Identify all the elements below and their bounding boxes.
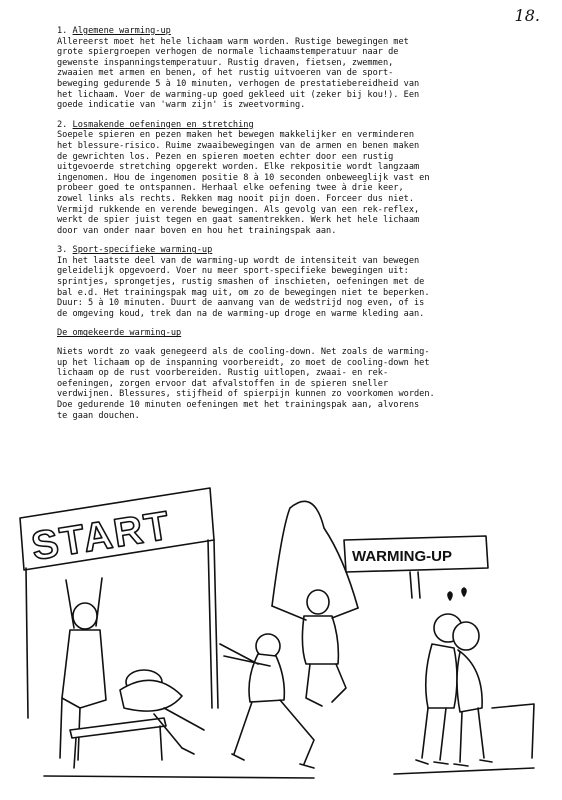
section-title: Losmakende oefeningen en stretching bbox=[72, 119, 254, 130]
section-title: Algemene warming-up bbox=[72, 26, 171, 36]
section-title: Sport-specifieke warming-up bbox=[72, 245, 213, 256]
text-line: Vermijd rukkende en verende bewegingen. Als gevolg van een rek-reflex, bbox=[57, 204, 420, 215]
section-text bbox=[57, 256, 512, 320]
text-line: zowel links als rechts. Rekken mag nooit pijn doen. Forceer dus niet. bbox=[57, 193, 414, 204]
section-sport-specifieke-warming-up bbox=[57, 245, 512, 319]
start-sign-text: START bbox=[28, 503, 175, 569]
text-line: het lichaam. Voer de warming-up goed gekleed uit (zeker bij kou!). Een bbox=[57, 89, 420, 100]
text-line: te gaan douchen. bbox=[57, 410, 140, 421]
warm-up-cartoon-illustration bbox=[14, 468, 550, 786]
text-line: geleidelijk opgevoerd. Voer nu meer sport-specifieke bewegingen uit: bbox=[57, 266, 409, 277]
figure-lunge-stretch bbox=[220, 634, 314, 768]
text-line: uitgevoerde stretching opgerekt worden. Elke rekpositie wordt langzaam bbox=[57, 162, 420, 173]
section-omgekeerde-warming-up bbox=[57, 328, 512, 421]
warmup-sign-text: WARMING-UP bbox=[352, 548, 452, 565]
section-text bbox=[57, 37, 512, 111]
text-line: up het lichaam op de inspanning voorbereidt, zo moet de cooling-down het bbox=[57, 357, 430, 368]
text-line: door van onder naar boven en hou het trainingspak aan. bbox=[57, 225, 337, 236]
text-line: het blessure-risico. Ruime zwaaibewegingen van de armen en benen maken bbox=[57, 140, 420, 151]
text-line: sprintjes, sprongetjes, rustig smashen of inschieten, oefeningen met de bbox=[57, 277, 425, 288]
section-number: 1. bbox=[57, 26, 68, 36]
text-line: verdwijnen. Blessures, stijfheid of spierpijn kunnen zo voorkomen worden. bbox=[57, 389, 435, 400]
section-heading bbox=[57, 328, 512, 339]
text-line: bal e.d. Het trainingspak mag uit, om zo de bewegingen niet te beperken. bbox=[57, 287, 430, 298]
spacer bbox=[57, 339, 512, 347]
text-line: werkt de spier juist tegen en gaat samentrekken. Werk het hele lichaam bbox=[57, 215, 420, 226]
section-number: 3. bbox=[57, 245, 68, 256]
figure-hugging-couple bbox=[416, 588, 492, 766]
section-heading bbox=[57, 26, 512, 37]
text-line: beweging gedurende 5 à 10 minuten, verhogen de prestatiebereidheid van bbox=[57, 78, 420, 89]
text-line: In het laatste deel van de warming-up wordt de intensiteit van bewegen bbox=[57, 255, 420, 266]
text-line: probeer goed te ontspannen. Herhaal elke oefening twee à drie keer, bbox=[57, 183, 404, 194]
text-line: Soepele spieren en pezen maken het bewegen makkelijker en verminderen bbox=[57, 130, 414, 141]
figure-stretching-bench bbox=[120, 670, 204, 754]
text-line: de gewrichten los. Pezen en spieren moeten echter door een rustig bbox=[57, 151, 394, 162]
section-algemene-warming-up bbox=[57, 26, 512, 111]
start-banner bbox=[20, 488, 218, 718]
section-losmakende-oefeningen bbox=[57, 120, 512, 237]
section-title: De omgekeerde warming-up bbox=[57, 328, 182, 339]
text-line: goede indicatie van 'warm zijn' is zweetvorming. bbox=[57, 100, 306, 111]
section-heading bbox=[57, 245, 512, 256]
bench bbox=[70, 718, 166, 768]
text-line: Niets wordt zo vaak genegeerd als de cooling-down. Net zoals de warming- bbox=[57, 347, 430, 358]
text-line: gewenste inspanningstemperatuur. Rustig draven, fietsen, zwemmen, bbox=[57, 57, 394, 68]
page-number: 18. bbox=[514, 6, 540, 25]
document-body bbox=[57, 26, 512, 430]
text-line: grote spiergroepen verhogen de normale lichaamstemperatuur naar de bbox=[57, 47, 399, 58]
section-text bbox=[57, 130, 512, 236]
text-line: zwaaien met armen en benen, of het rustig uitvoeren van de sport- bbox=[57, 68, 394, 79]
section-heading bbox=[57, 120, 512, 131]
text-line: de omgeving koud, trek dan na de warming-up droge en warme kleding aan. bbox=[57, 308, 425, 319]
warming-up-sign bbox=[344, 536, 488, 598]
section-number: 2. bbox=[57, 119, 68, 130]
text-line: lichaam op de rust voorbereiden. Rustig uitlopen, zwaai- en rek- bbox=[57, 368, 389, 379]
text-line: Duur: 5 à 10 minuten. Duurt de aanvang van de wedstrijd nog even, of is bbox=[57, 298, 425, 309]
text-line: Allereerst moet het hele lichaam warm worden. Rustige bewegingen met bbox=[57, 36, 409, 47]
text-line: Doe gedurende 10 minuten oefeningen met het trainingspak aan, alvorens bbox=[57, 400, 420, 410]
figure-skipping-rope bbox=[272, 501, 358, 706]
section-text bbox=[57, 347, 512, 421]
text-line: ingenomen. Hou de ingenomen positie 8 à 10 seconden onbeweeglijk vast en bbox=[57, 172, 430, 183]
text-line: oefeningen, zorgen ervoor dat afvalstoffen in de spieren sneller bbox=[57, 378, 389, 389]
